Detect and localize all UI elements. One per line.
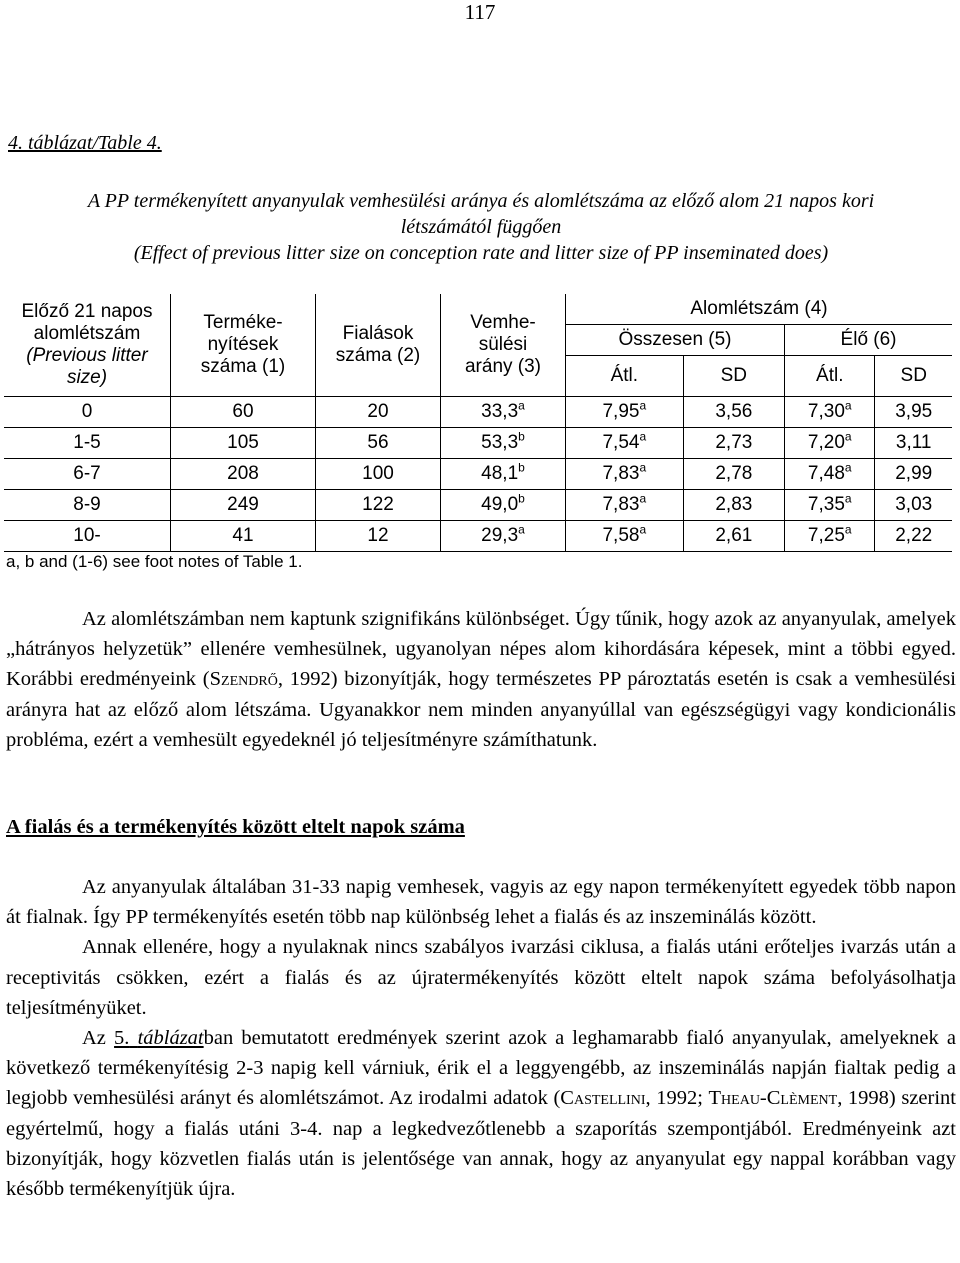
cell-total-avg-sup: a	[639, 398, 647, 413]
cell-group: 10-	[4, 521, 171, 552]
paragraph-4-part3: , 1998) szerint egyértelmű, hogy a fialás utáni 3-4. nap a legkedvezőtlenebb a szaporítás szempontjából. Eredményeink azt bizonyítják, hogy közvetlen fialás után is jelentősége van annak, hogy az anyanyulat egy nappal korábban vagy később termékenyítjük újra.	[6, 1087, 956, 1201]
header-col1-line1: Előző 21 napos	[21, 301, 153, 322]
cell-alive-avg-sup: a	[844, 491, 852, 506]
cell-alive-avg-value: 7,25	[807, 525, 845, 546]
cell-alive-avg-sup: a	[844, 522, 852, 537]
table-title-line1: A PP termékenyített anyanyulak vemhesülési aránya és alomlétszáma az előző alom 21 napos kori	[87, 190, 875, 212]
cell-alive-avg-value: 7,48	[807, 463, 845, 484]
cell-rate-sup: b	[518, 429, 525, 444]
header-col2-line1: Terméke-	[203, 312, 283, 333]
header-col2-line3: száma (1)	[200, 356, 286, 377]
cell-inseminations: 105	[171, 428, 316, 459]
header-col4-line1: Vemhe-	[470, 312, 536, 333]
cell-rate-value: 33,3	[481, 401, 519, 422]
cell-alive-sd: 3,95	[875, 397, 952, 428]
cell-kindlings: 122	[316, 490, 441, 521]
cell-rate	[441, 490, 566, 521]
cell-group: 1-5	[4, 428, 171, 459]
cell-inseminations: 208	[171, 459, 316, 490]
cell-total-avg-sup: a	[639, 460, 647, 475]
cell-total-sd: 2,61	[683, 521, 784, 552]
cell-alive-sd: 2,22	[875, 521, 952, 552]
cell-alive-avg-value: 7,35	[807, 494, 845, 515]
paragraph-4-part1: Az	[82, 1027, 115, 1050]
table-caption-label: 4. táblázat/Table 4.	[8, 132, 162, 154]
cell-total-sd: 2,83	[683, 490, 784, 521]
header-col3-line1: Fialások	[342, 323, 414, 344]
cell-group: 0	[4, 397, 171, 428]
cell-total-avg-sup: a	[639, 491, 647, 506]
header-col3-line2: száma (2)	[335, 345, 421, 366]
cell-total-avg-value: 7,83	[602, 463, 640, 484]
paragraph-2-text: Az anyanyulak általában 31-33 napig vemhesek, vagyis az egy napon termékenyített egyedek több napon át fialnak. Így PP termékenyítés esetén több nap különbség lehet a fialás és az inszeminálás között.	[6, 876, 956, 929]
citation-author: Theau-Clèment	[708, 1087, 838, 1110]
cell-alive-avg-value: 7,20	[807, 432, 845, 453]
paragraph-1-part1: Az alomlétszámban nem kaptunk szignifikáns különbséget. Úgy tűnik, hogy azok az anyanyulak, amelyek „hátrányos helyzetük” ellenére vemhesülnek, ugyanolyan népes alom kihordására képesek, mint a többi egyed. Korábbi eredményeink (	[6, 608, 956, 691]
table-row	[4, 397, 952, 428]
paragraph-4-mid: , 1992;	[645, 1087, 709, 1110]
header-alive-avg: Átl.	[785, 356, 875, 397]
cell-rate-value: 53,3	[481, 432, 519, 453]
cell-total-avg	[566, 428, 684, 459]
cell-alive-sd: 2,99	[875, 459, 952, 490]
header-previous-litter-size	[4, 294, 171, 397]
cell-alive-avg-sup: a	[844, 460, 852, 475]
table-row	[4, 490, 952, 521]
table-row	[4, 459, 952, 490]
cell-kindlings: 20	[316, 397, 441, 428]
paragraph-1	[6, 604, 956, 755]
paragraph-1-part2: , 1992) bizonyítják, hogy természetes PP pároztatás esetén is csak a vemhesülési arányra hat az előző alom létszáma. Ugyanakkor nem minden anyanyúllal van egészségügyi vagy kondicionális probléma, ezért a vemhesült egyedeknél jó teljesítményre számíthatunk.	[6, 668, 956, 751]
cell-kindlings: 12	[316, 521, 441, 552]
table-5-link-number: 5.	[114, 1027, 130, 1050]
cell-rate-value: 48,1	[481, 463, 519, 484]
cell-total-avg	[566, 397, 684, 428]
table-row	[4, 521, 952, 552]
cell-rate-sup: a	[518, 522, 525, 537]
header-inseminations	[171, 294, 316, 397]
cell-total-avg-value: 7,95	[602, 401, 640, 422]
cell-alive-avg	[785, 459, 875, 490]
header-born-alive: Élő (6)	[785, 325, 952, 356]
paragraph-3-text: Annak ellenére, hogy a nyulaknak nincs szabályos ivarzási ciklusa, a fialás utáni erőteljes ivarzás után a receptivitás csökken, ezért a fialás és az újratermékenyítés között eltelt napok száma befolyásolhatja teljesítményüket.	[6, 936, 956, 1019]
cell-rate-sup: a	[518, 398, 525, 413]
table-title-line3: (Effect of previous litter size on conception rate and litter size of PP inseminated does)	[133, 242, 829, 264]
cell-rate	[441, 459, 566, 490]
cell-alive-avg	[785, 428, 875, 459]
header-kindlings	[316, 294, 441, 397]
section-heading: A fialás és a termékenyítés között eltelt napok száma	[6, 816, 465, 838]
header-total-born: Összesen (5)	[566, 325, 785, 356]
table-5-link-word: táblázat	[137, 1027, 204, 1050]
cell-kindlings: 56	[316, 428, 441, 459]
cell-alive-avg-sup: a	[844, 429, 852, 444]
cell-alive-avg	[785, 490, 875, 521]
cell-rate-sup: b	[518, 460, 525, 475]
cell-rate	[441, 397, 566, 428]
cell-alive-sd: 3,03	[875, 490, 952, 521]
header-total-sd: SD	[683, 356, 784, 397]
cell-total-avg	[566, 490, 684, 521]
header-col1-line4: size)	[66, 367, 108, 388]
cell-total-avg-value: 7,54	[602, 432, 640, 453]
cell-alive-avg	[785, 521, 875, 552]
cell-inseminations: 60	[171, 397, 316, 428]
citation-author: Castellini	[560, 1087, 646, 1110]
cell-total-avg	[566, 459, 684, 490]
cell-total-avg-sup: a	[639, 522, 647, 537]
data-table	[4, 294, 952, 552]
cell-total-avg-sup: a	[639, 429, 647, 444]
header-col4-line3: arány (3)	[464, 356, 542, 377]
cell-kindlings: 100	[316, 459, 441, 490]
table-5-link[interactable]	[114, 1027, 204, 1049]
cell-total-avg-value: 7,58	[602, 525, 640, 546]
header-col1-line3: (Previous litter	[26, 345, 148, 366]
cell-total-sd: 2,78	[683, 459, 784, 490]
cell-total-sd: 2,73	[683, 428, 784, 459]
cell-alive-avg-value: 7,30	[807, 401, 845, 422]
table-row	[4, 428, 952, 459]
cell-group: 8-9	[4, 490, 171, 521]
header-conception-rate	[441, 294, 566, 397]
cell-alive-avg	[785, 397, 875, 428]
header-col2-line2: nyítések	[207, 334, 279, 355]
cell-rate-value: 49,0	[481, 494, 519, 515]
cell-total-avg	[566, 521, 684, 552]
cell-rate-sup: b	[518, 491, 525, 506]
cell-inseminations: 249	[171, 490, 316, 521]
paragraph-2	[6, 872, 956, 1204]
header-total-avg: Átl.	[566, 356, 684, 397]
cell-total-avg-value: 7,83	[602, 494, 640, 515]
table-title	[8, 188, 954, 266]
cell-inseminations: 41	[171, 521, 316, 552]
header-col4-line2: sülési	[478, 334, 528, 355]
table-title-line2: létszámától függően	[400, 216, 562, 238]
header-litter-size-group: Alomlétszám (4)	[566, 294, 953, 325]
citation-author: Szendrő	[209, 668, 278, 691]
header-col1-line2: alomlétszám	[33, 323, 141, 344]
table-5-link-space	[129, 1027, 137, 1049]
page-number: 117	[464, 0, 496, 24]
cell-total-sd: 3,56	[683, 397, 784, 428]
paragraph-4-part2: ban bemutatott eredmények szerint azok a leghamarabb fialó anyanyulak, amelyeknek a következő termékenyítésig 2-3 napig kell várniuk, érik el a leggyengébb, az inszeminálás napján fialtak pedig a legjobb vemhesülési arányt és alomlétszámot. Az irodalmi adatok (	[6, 1027, 957, 1110]
cell-rate-value: 29,3	[481, 525, 519, 546]
header-alive-sd: SD	[875, 356, 952, 397]
table-footnote: a, b and (1-6) see foot notes of Table 1.	[6, 552, 303, 571]
cell-rate	[441, 428, 566, 459]
cell-alive-avg-sup: a	[844, 398, 852, 413]
cell-alive-sd: 3,11	[875, 428, 952, 459]
cell-rate	[441, 521, 566, 552]
cell-group: 6-7	[4, 459, 171, 490]
